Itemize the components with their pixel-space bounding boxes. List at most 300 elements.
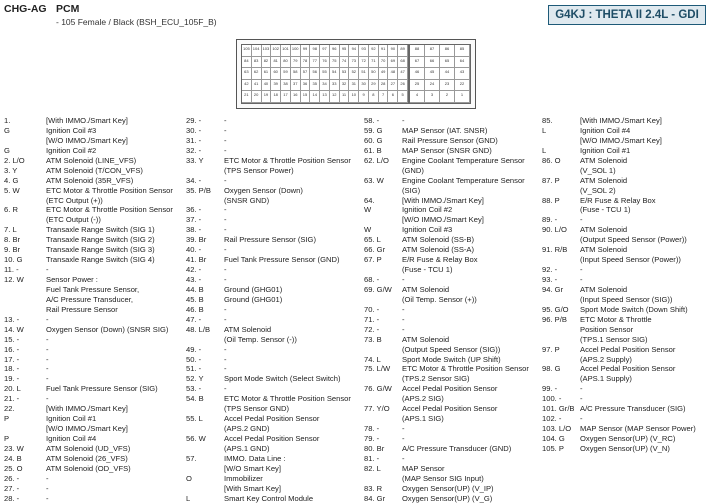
pin-number: 51. - — [186, 364, 202, 374]
connector-pin-row — [410, 80, 470, 92]
pin-number: 13. - — [4, 314, 20, 324]
pin-entry — [542, 235, 708, 245]
pin-description: ATM Solenoid — [580, 225, 628, 235]
pin-entry — [542, 176, 708, 186]
pin-entry — [186, 215, 362, 225]
pin-entry — [542, 305, 708, 315]
pin-description: Accel Pedal Position Sensor — [224, 414, 320, 424]
pin-number: 61. B — [364, 145, 382, 155]
pin-description: ATM Solenoid (SS-B) — [402, 235, 475, 245]
pin-entry — [542, 355, 708, 365]
pin-entry — [542, 186, 708, 196]
pin-entry — [364, 434, 542, 444]
connector-block-main — [241, 44, 409, 104]
connector-block-side — [409, 44, 471, 104]
pin-entry — [364, 315, 542, 325]
pin-description: (SNSR GND) — [224, 195, 270, 205]
pin-number: 2. L/O — [4, 155, 25, 165]
pin-number: 32. - — [186, 145, 202, 155]
connector-pin: 35 — [310, 80, 320, 92]
pin-entry — [186, 295, 362, 305]
connector-pin-row — [242, 57, 408, 69]
pin-number: 99. - — [542, 384, 558, 394]
pin-description: [W/O IMMO./Smart Key] — [46, 424, 128, 434]
pin-number: 6. R — [4, 205, 18, 215]
pin-entry — [542, 424, 708, 434]
connector-pin: 74 — [340, 57, 350, 69]
connector-pin: 20 — [252, 91, 262, 103]
connector-pin-row — [242, 45, 408, 57]
pin-number: 1. — [4, 116, 11, 125]
pin-entry — [186, 305, 362, 315]
connector-pin: 54 — [330, 68, 340, 80]
pin-entry — [4, 265, 182, 275]
pin-entry — [186, 404, 362, 414]
pin-entry — [364, 215, 542, 225]
pin-number: 90. L/O — [542, 225, 567, 235]
connector-pin: 37 — [291, 80, 301, 92]
pin-entry — [542, 384, 708, 394]
connector-pin: 57 — [301, 68, 311, 80]
pin-description: (Output Speed Sensor (Power)) — [580, 235, 687, 245]
connector-pin: 63 — [242, 68, 252, 80]
pin-description: ATM Solenoid — [580, 175, 628, 185]
pin-description: Ignition Coil #4 — [46, 434, 97, 443]
pin-number: 33. Y — [186, 155, 204, 165]
pin-description: Ground (GHG01) — [224, 294, 283, 304]
pin-number: 9. Br — [4, 245, 21, 255]
pin-number: 69. G/W — [364, 284, 392, 294]
pin-entry — [4, 414, 182, 424]
pin-entry — [364, 364, 542, 374]
connector-pin: 32 — [340, 80, 350, 92]
pin-number: 14. W — [4, 324, 24, 334]
pin-description: - — [46, 374, 49, 384]
pin-description: ATM Solenoid (LINE_VFS) — [46, 155, 137, 165]
pin-description: (MAP Sensor SIG Input) — [402, 473, 484, 483]
pin-entry — [542, 255, 708, 265]
pin-entry — [186, 285, 362, 295]
connector-pin: 13 — [320, 91, 330, 103]
pin-description: ETC Motor & Throttle — [580, 314, 652, 324]
pin-description: - — [46, 394, 49, 404]
pin-entry — [186, 355, 362, 365]
pin-entry — [542, 345, 708, 355]
pin-description: MAP Sensor (SNSR GND) — [402, 145, 492, 155]
pin-description: ATM Solenoid (OD_VFS) — [46, 463, 131, 473]
connector-pin: 4 — [410, 91, 425, 103]
pin-number: 3. Y — [4, 165, 18, 175]
pin-entry — [4, 186, 182, 196]
connector-pin: 3 — [425, 91, 440, 103]
pin-number: W — [364, 205, 372, 215]
connector-pin: 23 — [440, 80, 455, 92]
pin-entry — [364, 146, 542, 156]
pin-description: - — [402, 116, 405, 125]
pin-description: Smart Key Control Module — [224, 493, 314, 503]
pin-description: - — [402, 434, 405, 443]
pin-entry — [4, 176, 182, 186]
pin-entry — [4, 315, 182, 325]
pin-number: 72. - — [364, 324, 380, 334]
pin-entry — [186, 265, 362, 275]
pin-description: (TPS.1 Sensor SIG) — [580, 334, 648, 344]
pin-description: ATM Solenoid (26_VFS) — [46, 453, 128, 463]
pin-entry — [186, 275, 362, 285]
connector-pin: 10 — [349, 91, 359, 103]
pin-entry — [542, 196, 708, 206]
connector-pin: 27 — [388, 80, 398, 92]
pin-description: - — [224, 304, 227, 314]
connector-pin: 78 — [301, 57, 311, 69]
pin-entry — [4, 374, 182, 384]
pin-entry — [542, 275, 708, 285]
pin-number: L — [542, 145, 547, 155]
pin-number: 92. - — [542, 265, 558, 275]
pin-description: - — [224, 205, 227, 215]
pin-description: - — [402, 314, 405, 324]
pin-entry — [364, 355, 542, 365]
connector-pin: 53 — [340, 68, 350, 80]
connector-pin: 76 — [320, 57, 330, 69]
pin-number: 24. B — [4, 453, 22, 463]
connector-pin: 104 — [252, 45, 262, 57]
pin-entry — [186, 335, 362, 345]
pin-entry — [4, 146, 182, 156]
pin-description: Sensor Power : — [46, 275, 98, 284]
pin-description: Oxygen Sensor(UP) (V_RC) — [580, 434, 676, 443]
pin-entry — [542, 285, 708, 295]
connector-pin: 2 — [440, 91, 455, 103]
pin-description: Transaxle Range Switch (SIG 1) — [46, 225, 155, 235]
connector-pin: 1 — [455, 91, 470, 103]
connector-pin: 42 — [242, 80, 252, 92]
pin-description: (Input Speed Sensor (Power)) — [580, 255, 681, 265]
pin-description: - — [224, 364, 227, 374]
pin-entry — [4, 285, 182, 295]
pin-number: 62. L/O — [364, 155, 389, 165]
connector-pin: 17 — [281, 91, 291, 103]
pin-entry — [186, 126, 362, 136]
pin-description: ETC Motor & Throttle Position Sensor — [46, 185, 173, 195]
pin-entry — [186, 176, 362, 186]
pin-number: P — [4, 414, 10, 424]
pin-description: (SIG) — [402, 185, 421, 195]
connector-pin: 24 — [425, 80, 440, 92]
pin-entry — [364, 454, 542, 464]
pin-description: ETC Motor & Throttle Position Sensor — [224, 155, 351, 165]
connector-pin: 59 — [281, 68, 291, 80]
pin-description: - — [580, 414, 583, 424]
pin-number: 93. - — [542, 275, 558, 284]
pin-description: Transaxle Range Switch (SIG 3) — [46, 245, 155, 255]
pin-number: 26. - — [4, 473, 20, 483]
pin-entry — [4, 355, 182, 365]
pin-entry — [542, 166, 708, 176]
pin-description: Oxygen Sensor(UP) (V_G) — [402, 493, 493, 503]
pin-description: Ground (GHG01) — [224, 284, 283, 294]
connector-pin: 91 — [379, 45, 389, 57]
pin-number: 65. L — [364, 235, 381, 245]
connector-pin: 48 — [388, 68, 398, 80]
pin-number: 45. B — [186, 294, 204, 304]
pin-description: Accel Pedal Position Sensor — [580, 364, 676, 374]
pin-number: 83. R — [364, 483, 383, 493]
pin-number: 46. B — [186, 304, 204, 314]
pin-number: 104. G — [542, 434, 565, 443]
pin-entry — [364, 384, 542, 394]
pin-description: (APS.2 Supply) — [580, 354, 632, 364]
pin-description: Sport Mode Switch (UP Shift) — [402, 354, 501, 364]
connector-pin: 11 — [340, 91, 350, 103]
pin-entry — [4, 474, 182, 484]
engine-label: G4KJ : THETA II 2.4L - GDI — [548, 5, 706, 25]
pin-description: - — [224, 314, 227, 324]
pin-description: (ETC Output (+)) — [46, 195, 103, 205]
pin-description: - — [224, 145, 227, 155]
connector-pin-row — [410, 91, 470, 103]
connector-pin: 100 — [291, 45, 301, 57]
pin-number: 95. G/O — [542, 304, 569, 314]
pin-description: (Oil Temp. Sensor (-)) — [224, 334, 297, 344]
pin-entry — [542, 414, 708, 424]
pin-description: Accel Pedal Position Sensor — [402, 384, 498, 394]
pin-description: A/C Pressure Transducer, — [46, 294, 133, 304]
pin-number: 31. - — [186, 135, 202, 145]
pin-number: 40. - — [186, 245, 202, 255]
connector-pin: 88 — [410, 45, 425, 57]
pin-column-1 — [4, 116, 182, 504]
pin-description: [With Smart Key] — [224, 483, 281, 493]
pin-number: 75. L/W — [364, 364, 391, 374]
pin-number: 103. L/O — [542, 424, 572, 434]
connector-pin: 85 — [455, 45, 470, 57]
connector-pin: 83 — [252, 57, 262, 69]
pin-entry — [186, 494, 362, 504]
pin-description: Engine Coolant Temperature Sensor — [402, 155, 525, 165]
connector-pin: 69 — [388, 57, 398, 69]
pin-description: Ignition Coil #1 — [46, 414, 97, 424]
connector-pin: 58 — [291, 68, 301, 80]
pin-description: (TPS Sensor GND) — [224, 404, 289, 414]
pin-number: 35. P/B — [186, 185, 211, 195]
pin-number: 73. B — [364, 334, 382, 344]
pin-description: Engine Coolant Temperature Sensor — [402, 175, 525, 185]
pin-entry — [4, 424, 182, 434]
pin-description: ATM Solenoid — [580, 155, 628, 165]
connector-pin: 36 — [301, 80, 311, 92]
connector-subtitle: - 105 Female / Black (BSH_ECU_105F_B) — [56, 17, 217, 27]
pin-description: Transaxle Range Switch (SIG 4) — [46, 255, 155, 265]
pin-description: MAP Sensor (IAT. SNSR) — [402, 125, 488, 135]
pin-entry — [4, 255, 182, 265]
pin-number: 47. - — [186, 314, 202, 324]
connector-pin: 75 — [330, 57, 340, 69]
connector-pin: 45 — [425, 68, 440, 80]
pin-description: Oxygen Sensor(UP) (V_N) — [580, 443, 670, 453]
pin-description: - — [224, 265, 227, 275]
connector-pin-row — [242, 91, 408, 103]
connector-pin: 86 — [440, 45, 455, 57]
pin-number: 54. B — [186, 394, 204, 404]
connector-pin: 99 — [301, 45, 311, 57]
pin-entry — [186, 444, 362, 454]
pin-number: 28. - — [4, 493, 20, 503]
connector-pin: 19 — [262, 91, 272, 103]
connector-pin: 89 — [398, 45, 408, 57]
connector-pin: 97 — [320, 45, 330, 57]
pin-description: E/R Fuse & Relay Box — [402, 255, 478, 265]
pin-entry — [4, 325, 182, 335]
pin-description: Fuel Tank Pressure Sensor (GND) — [224, 255, 340, 265]
pin-description: [With IMMO./Smart Key] — [402, 195, 484, 205]
connector-pin: 22 — [455, 80, 470, 92]
connector-pin: 50 — [369, 68, 379, 80]
pin-entry — [364, 116, 542, 126]
pin-number: 87. P — [542, 175, 560, 185]
connector-pin: 82 — [262, 57, 272, 69]
connector-pin: 16 — [291, 91, 301, 103]
pin-description: (GND) — [402, 165, 424, 175]
pin-description: ATM Solenoid — [580, 284, 628, 294]
connector-pin: 43 — [455, 68, 470, 80]
pin-number: 70. - — [364, 304, 380, 314]
pin-number: 80. Br — [364, 443, 385, 453]
pin-number: 76. G/W — [364, 384, 392, 394]
connector-pin: 7 — [379, 91, 389, 103]
pin-number: 16. - — [4, 344, 20, 354]
connector-code: CHG-AG — [4, 3, 47, 15]
pin-number: 98. G — [542, 364, 561, 374]
pin-description: A/C Pressure Transducer (GND) — [402, 443, 512, 453]
pin-description: MAP Sensor — [402, 463, 445, 473]
connector-pin: 25 — [410, 80, 425, 92]
connector-pin: 52 — [349, 68, 359, 80]
pin-description: (V_SOL 1) — [580, 165, 616, 175]
pin-entry — [4, 394, 182, 404]
pin-description: Sport Mode Switch (Down Shift) — [580, 304, 688, 314]
connector-pin: 40 — [262, 80, 272, 92]
pin-entry — [542, 265, 708, 275]
pin-description: ATM Solenoid (35R_VFS) — [46, 175, 134, 185]
pin-description: (APS.1 Supply) — [580, 374, 632, 384]
pin-entry — [542, 315, 708, 325]
connector-pin: 18 — [271, 91, 281, 103]
pin-description: (ETC Output (-)) — [46, 215, 101, 225]
pin-number: 15. - — [4, 334, 20, 344]
connector-pin: 14 — [310, 91, 320, 103]
pin-description: - — [402, 304, 405, 314]
pin-entry — [364, 176, 542, 186]
pin-description: - — [224, 125, 227, 135]
pin-number: 100. - — [542, 394, 562, 404]
pin-entry — [364, 136, 542, 146]
pin-entry — [542, 215, 708, 225]
connector-pin: 46 — [410, 68, 425, 80]
pin-entry — [542, 126, 708, 136]
connector-pin: 84 — [242, 57, 252, 69]
connector-pin: 39 — [271, 80, 281, 92]
pin-description: - — [224, 275, 227, 284]
connector-pin: 71 — [369, 57, 379, 69]
pin-description: Position Sensor — [580, 324, 634, 334]
pin-description: (APS.2 GND) — [224, 424, 270, 434]
pin-entry — [186, 464, 362, 474]
pin-entry — [364, 225, 542, 235]
connector-pin-row — [410, 57, 470, 69]
pin-number: P — [4, 434, 10, 443]
pin-description: [W/O Smart Key] — [224, 463, 281, 473]
pin-entry — [186, 384, 362, 394]
connector-pin: 79 — [291, 57, 301, 69]
connector-pin: 96 — [330, 45, 340, 57]
connector-pin: 51 — [359, 68, 369, 80]
pin-number: 5. W — [4, 185, 20, 195]
pin-description: - — [46, 483, 49, 493]
pin-description: - — [46, 493, 49, 503]
pin-entry — [364, 166, 542, 176]
connector-diagram — [236, 39, 476, 109]
pin-entry — [542, 364, 708, 374]
pin-number: O — [186, 473, 192, 483]
pin-entry — [4, 305, 182, 315]
pin-number: 97. P — [542, 344, 560, 354]
pin-number: 96. P/B — [542, 314, 567, 324]
connector-pin: 61 — [262, 68, 272, 80]
pin-number: L — [186, 493, 191, 503]
pin-entry — [364, 335, 542, 345]
pin-description: Sport Mode Switch (Select Switch) — [224, 374, 341, 384]
pin-entry — [186, 225, 362, 235]
pin-entry — [4, 295, 182, 305]
pin-description: Accel Pedal Position Sensor — [580, 344, 676, 354]
pin-entry — [4, 245, 182, 255]
pin-number: 43. - — [186, 275, 202, 284]
pin-entry — [364, 265, 542, 275]
pin-entry — [186, 116, 362, 126]
pin-number: 18. - — [4, 364, 20, 374]
connector-pin: 31 — [349, 80, 359, 92]
pin-number: 63. W — [364, 175, 384, 185]
pin-entry — [364, 404, 542, 414]
pin-entry — [4, 444, 182, 454]
pin-description: - — [46, 314, 49, 324]
pin-entry — [364, 305, 542, 315]
connector-pin: 64 — [455, 57, 470, 69]
pin-description: Ignition Coil #1 — [580, 145, 631, 155]
pin-entry — [186, 315, 362, 325]
connector-pin: 81 — [271, 57, 281, 69]
pin-number: 74. L — [364, 354, 381, 364]
pin-number: 79. - — [364, 434, 380, 443]
connector-pin: 68 — [398, 57, 408, 69]
connector-pin: 12 — [330, 91, 340, 103]
connector-pin: 102 — [271, 45, 281, 57]
pin-column-4 — [542, 116, 708, 454]
pin-entry — [4, 434, 182, 444]
pin-number: 25. O — [4, 463, 23, 473]
pin-description: (APS.1 GND) — [224, 443, 270, 453]
pin-entry — [186, 245, 362, 255]
pin-number: 58. - — [364, 116, 380, 125]
connector-pin: 56 — [310, 68, 320, 80]
pin-entry — [364, 494, 542, 504]
connector-pin-row — [410, 45, 470, 57]
pin-entry — [186, 345, 362, 355]
connector-pin: 80 — [281, 57, 291, 69]
pin-entry — [542, 225, 708, 235]
pin-description: ATM Solenoid — [224, 324, 272, 334]
